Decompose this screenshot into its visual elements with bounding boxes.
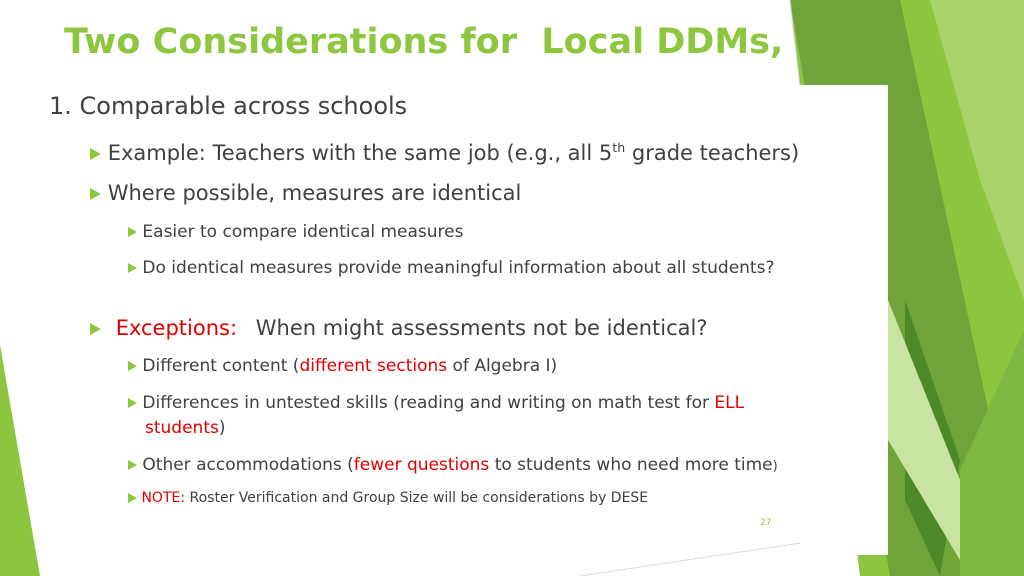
exceptions-label: Exceptions: — [115, 316, 238, 340]
easier-text: Easier to compare identical measures — [142, 222, 464, 242]
example-text-end: grade teachers) — [625, 141, 800, 165]
accom-text-end: to students who need more time — [489, 455, 773, 475]
bullet-where-possible — [90, 181, 521, 205]
diff-content-highlight: different sections — [299, 356, 448, 376]
triangle-right-icon — [128, 460, 137, 470]
example-text: Example: Teachers with the same job (e.g., all 5 — [107, 141, 613, 165]
diff-content-text: Different content ( — [142, 356, 300, 376]
untested-highlight-students: students — [145, 418, 219, 438]
untested-highlight-ell: ELL — [714, 393, 745, 413]
triangle-right-icon — [128, 398, 137, 408]
example-sup: th — [612, 140, 626, 155]
triangle-right-icon — [128, 227, 137, 237]
triangle-right-icon — [90, 188, 101, 200]
accom-text: Other accommodations ( — [142, 455, 354, 475]
bullet-note — [128, 490, 648, 506]
bullet-exceptions — [90, 316, 708, 340]
note-label: NOTE: — [141, 490, 186, 506]
accom-close: ) — [772, 459, 778, 474]
exceptions-question: When might assessments not be identical? — [255, 316, 708, 340]
triangle-right-icon — [128, 361, 137, 371]
untested-text-end: ) — [218, 418, 226, 438]
heading-comparable: 1. Comparable across schools — [49, 92, 408, 120]
bullet-example — [90, 140, 799, 165]
triangle-right-icon — [128, 263, 137, 273]
triangle-right-icon — [90, 323, 101, 335]
triangle-right-icon — [128, 493, 137, 503]
bullet-easier — [128, 222, 464, 242]
where-possible-text: Where possible, measures are identical — [107, 181, 522, 205]
page-number: 27 — [760, 518, 772, 528]
bullet-meaningful — [128, 258, 774, 278]
accom-highlight: fewer questions — [353, 455, 490, 475]
diff-content-text-end: of Algebra I) — [447, 356, 558, 376]
untested-text: Differences in untested skills (reading and writing on math test for — [142, 393, 715, 413]
note-text: Roster Verification and Group Size will be considerations by DESE — [185, 490, 649, 506]
meaningful-text: Do identical measures provide meaningful information about all students? — [142, 258, 775, 278]
bullet-accommodations — [128, 455, 778, 475]
bullet-different-content — [128, 356, 557, 376]
triangle-right-icon — [90, 148, 101, 160]
slide-title: Two Considerations for Local DDMs, — [64, 22, 784, 62]
bullet-untested-skills-cont — [145, 418, 225, 438]
bullet-untested-skills — [128, 393, 744, 413]
